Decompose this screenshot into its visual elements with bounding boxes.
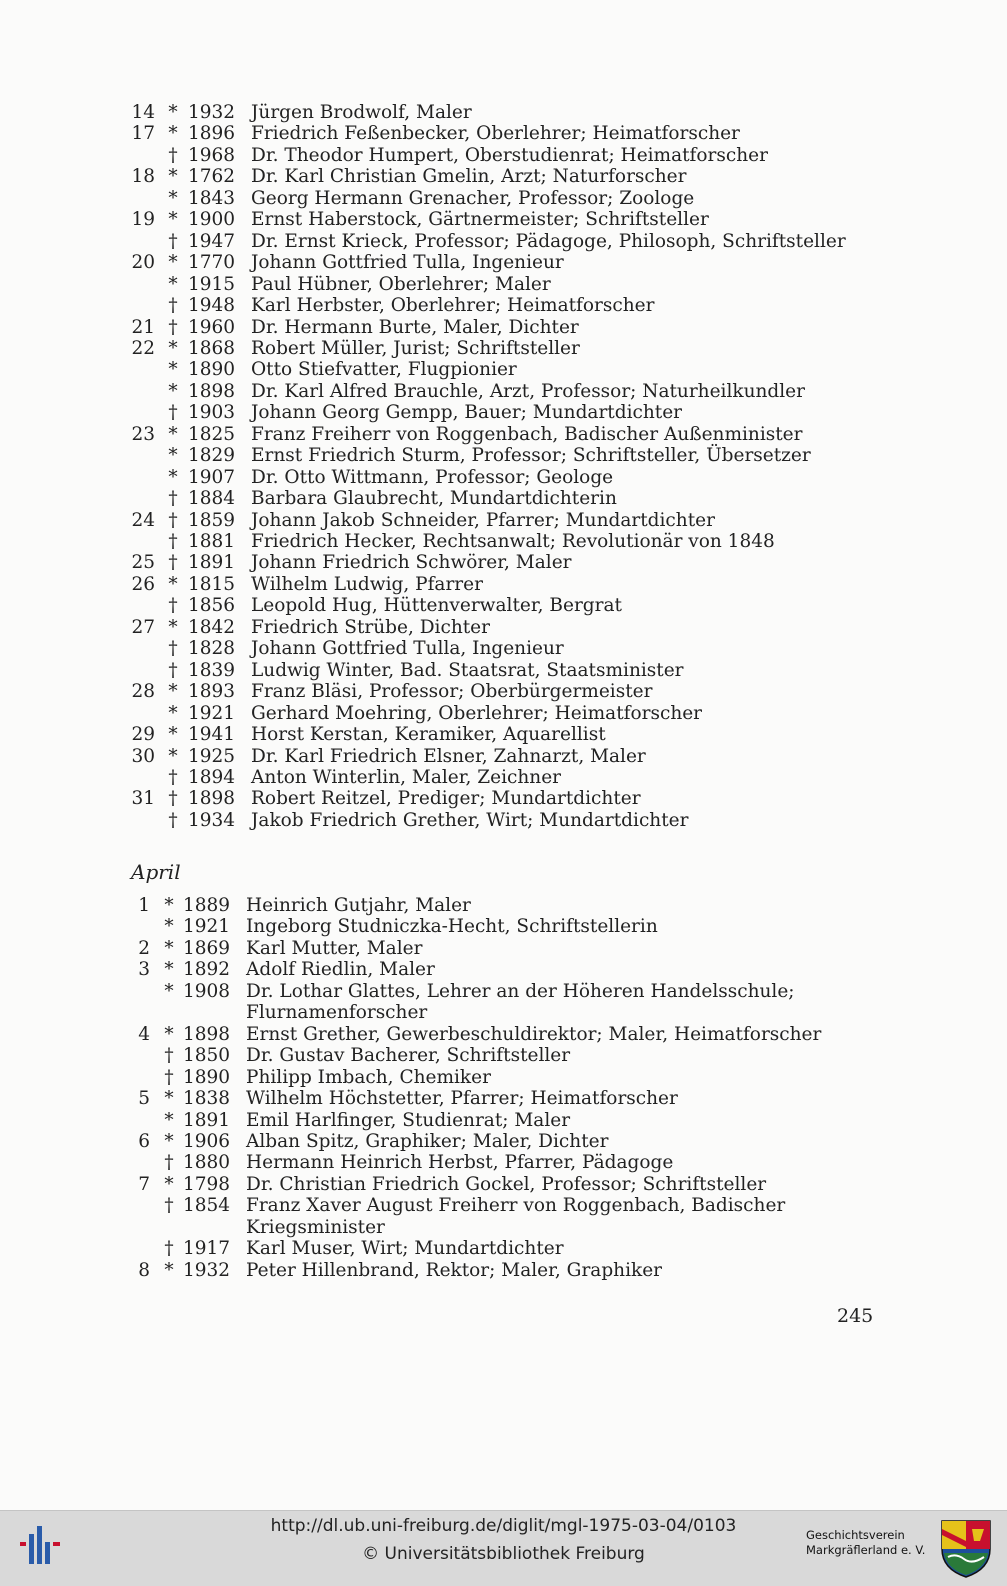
entry-day: 31 [131,788,155,810]
entry-text: Johann Gottfried Tulla, Ingenieur [251,638,564,660]
entry-symbol: † [164,1066,174,1088]
entry-text: Georg Hermann Grenacher, Professor; Zoologe [251,187,695,209]
entry-year: 1947 [188,230,236,252]
entry-day: 8 [138,1259,150,1281]
entry-row [0,338,1007,360]
entry-row [0,1152,1007,1174]
entry-text: Jakob Friedrich Grether, Wirt; Mundartdichter [251,809,689,831]
entry-symbol: † [164,1195,174,1217]
entry-symbol: † [164,1045,174,1067]
entry-year: 1903 [188,402,236,424]
entry-symbol: * [164,1023,174,1045]
entry-day: 24 [131,509,155,531]
entry-year: 1869 [183,937,231,959]
entry-symbol: † [168,595,178,617]
entry-day: 17 [131,123,155,145]
entry-day: 14 [131,102,155,123]
entry-symbol: * [168,445,178,467]
entry-year: 1896 [188,123,236,145]
entry-text: Dr. Karl Friedrich Elsner, Zahnarzt, Maler [251,745,646,767]
entry-day: 3 [138,959,150,981]
entry-text: Karl Mutter, Maler [246,937,423,959]
entry-text: Philipp Imbach, Chemiker [246,1066,491,1088]
entry-row [0,1067,1007,1089]
entry-text: Otto Stiefvatter, Flugpionier [251,359,517,381]
entry-row [0,123,1007,145]
entry-symbol: * [164,1109,174,1131]
entry-year: 1906 [183,1130,231,1152]
society-name-line2: Markgräflerland e. V. [806,1543,926,1557]
entry-symbol: † [168,230,178,252]
entry-text: Dr. Otto Wittmann, Professor; Geologe [251,466,614,488]
entry-text: Johann Gottfried Tulla, Ingenieur [251,252,564,274]
entry-row [0,209,1007,231]
entry-text: Dr. Gustav Bacherer, Schriftsteller [246,1045,571,1067]
entry-year: 1921 [188,702,236,724]
entry-symbol: † [168,144,178,166]
entry-row [0,1110,1007,1132]
entry-text: Gerhard Moehring, Oberlehrer; Heimatforscher [251,702,703,724]
entry-year: 1890 [188,359,236,381]
entry-text: Barbara Glaubrecht, Mundartdichterin [251,488,617,510]
entry-row [0,188,1007,210]
entry-text: Johann Jakob Schneider, Pfarrer; Mundartdichter [251,509,715,531]
entry-day: 30 [131,745,155,767]
entry-symbol: * [168,616,178,638]
entry-symbol: * [168,273,178,295]
entry-text: Emil Harlfinger, Studienrat; Maler [246,1109,571,1131]
entry-symbol: † [168,402,178,424]
entry-row [0,1024,1007,1046]
entry-text: Ernst Friedrich Sturm, Professor; Schriftsteller, Übersetzer [251,445,811,467]
entry-day: 29 [131,724,155,746]
entry-row [0,1002,1007,1024]
entry-row [0,359,1007,381]
society-crest-icon [940,1519,992,1579]
entry-year: 1941 [188,724,236,746]
entry-year: 1762 [188,166,236,188]
april-heading: April [131,860,181,884]
entry-symbol: † [168,638,178,660]
entry-day: 26 [131,573,155,595]
entry-row [0,145,1007,167]
entry-symbol: * [164,1088,174,1110]
entry-year: 1856 [188,595,236,617]
entry-row [0,252,1007,274]
entry-year: 1891 [188,552,236,574]
entry-row [0,660,1007,682]
entry-text: Kriegsminister [246,1216,385,1238]
entry-row [0,959,1007,981]
entry-symbol: * [168,745,178,767]
entry-text: Ernst Haberstock, Gärtnermeister; Schriftsteller [251,209,709,231]
entry-day: 20 [131,252,155,274]
entry-text: Dr. Karl Alfred Brauchle, Arzt, Professor; Naturheilkundler [251,380,805,402]
entry-row [0,746,1007,768]
entry-text: Johann Friedrich Schwörer, Maler [251,552,572,574]
entry-symbol: * [168,102,178,123]
entry-year: 1960 [188,316,236,338]
entry-text: Wilhelm Höchstetter, Pfarrer; Heimatforscher [246,1088,678,1110]
entry-year: 1898 [188,380,236,402]
entry-text: Franz Freiherr von Roggenbach, Badischer Außenminister [251,423,803,445]
entry-day: 1 [138,895,150,916]
entry-text: Johann Georg Gempp, Bauer; Mundartdichter [251,402,682,424]
entry-year: 1907 [188,466,236,488]
entry-symbol: † [168,509,178,531]
entry-row [0,810,1007,832]
entry-year: 1932 [183,1259,231,1281]
entry-year: 1884 [188,488,236,510]
entry-year: 1868 [188,337,236,359]
entry-text: Robert Reitzel, Prediger; Mundartdichter [251,788,641,810]
entry-symbol: * [168,337,178,359]
entry-symbol: † [168,488,178,510]
entry-symbol: * [164,1259,174,1281]
entry-row [0,424,1007,446]
entry-symbol: † [168,531,178,552]
entry-row [0,703,1007,725]
entry-row [0,617,1007,639]
entry-row [0,938,1007,960]
entry-year: 1898 [188,788,236,810]
entry-year: 1968 [188,144,236,166]
entry-text: Dr. Lothar Glattes, Lehrer an der Höheren Handelsschule; [246,980,795,1002]
entry-row [0,445,1007,467]
entry-row [0,767,1007,789]
entry-symbol: * [168,187,178,209]
entry-symbol: * [168,252,178,274]
entry-symbol: * [168,166,178,188]
entry-row [0,981,1007,1003]
entry-year: 1798 [183,1173,231,1195]
entry-text: Dr. Ernst Krieck, Professor; Pädagoge, Philosoph, Schriftsteller [251,230,846,252]
entry-symbol: * [168,466,178,488]
entry-year: 1934 [188,809,236,831]
entry-year: 1892 [183,959,231,981]
entry-symbol: * [168,724,178,746]
entry-year: 1880 [183,1152,231,1174]
entry-text: Friedrich Feßenbecker, Oberlehrer; Heimatforscher [251,123,740,145]
entry-text: Peter Hillenbrand, Rektor; Maler, Graphiker [246,1259,663,1281]
entry-year: 1898 [183,1023,231,1045]
entry-text: Horst Kerstan, Keramiker, Aquarellist [251,724,606,746]
entry-text: Dr. Christian Friedrich Gockel, Professor; Schriftsteller [246,1173,767,1195]
entry-text: Robert Müller, Jurist; Schriftsteller [251,337,580,359]
entry-symbol: * [164,980,174,1002]
society-name-line1: Geschichtsverein [806,1528,905,1542]
entry-row [0,1131,1007,1153]
entry-year: 1890 [183,1066,231,1088]
entry-symbol: * [168,359,178,381]
entry-row [0,788,1007,810]
entry-text: Paul Hübner, Oberlehrer; Maler [251,273,551,295]
entry-row [0,166,1007,188]
entry-row [0,916,1007,938]
entry-row [0,552,1007,574]
entry-day: 4 [138,1023,150,1045]
entry-day: 5 [138,1088,150,1110]
entry-year: 1842 [188,616,236,638]
entry-text: Dr. Theodor Humpert, Oberstudienrat; Heimatforscher [251,144,768,166]
entry-row [0,488,1007,510]
entry-day: 25 [131,552,155,574]
entry-day: 23 [131,423,155,445]
entry-text: Alban Spitz, Graphiker; Maler, Dichter [246,1130,609,1152]
entry-symbol: † [168,316,178,338]
entry-symbol: * [168,702,178,724]
entry-day: 22 [131,337,155,359]
entry-row [0,381,1007,403]
page-number: 245 [837,1305,874,1327]
entry-row [0,102,1007,124]
entry-year: 1891 [183,1109,231,1131]
entry-text: Anton Winterlin, Maler, Zeichner [251,766,562,788]
entry-row [0,638,1007,660]
entry-year: 1917 [183,1238,231,1260]
entry-row [0,467,1007,489]
entry-text: Hermann Heinrich Herbst, Pfarrer, Pädagoge [246,1152,674,1174]
entry-row [0,595,1007,617]
entry-year: 1948 [188,295,236,317]
entry-text: Ernst Grether, Gewerbeschuldirektor; Maler, Heimatforscher [246,1023,822,1045]
document-url-link[interactable]: http://dl.ub.uni-freiburg.de/diglit/mgl-1975-03-04/0103 [270,1516,737,1536]
entry-row [0,724,1007,746]
entry-row [0,1174,1007,1196]
entry-year: 1770 [188,252,236,274]
entry-year: 1881 [188,531,236,552]
entry-year: 1925 [188,745,236,767]
entry-day: 27 [131,616,155,638]
entry-year: 1829 [188,445,236,467]
entry-text: Karl Muser, Wirt; Mundartdichter [246,1238,564,1260]
copyright-text: © Universitätsbibliothek Freiburg [362,1544,645,1564]
entry-year: 1838 [183,1088,231,1110]
entry-row [0,402,1007,424]
entry-year: 1825 [188,423,236,445]
entry-symbol: * [168,209,178,231]
entry-text: Adolf Riedlin, Maler [246,959,435,981]
entry-text: Flurnamenforscher [246,1002,428,1024]
entry-year: 1921 [183,916,231,938]
entry-symbol: * [164,895,174,916]
entry-text: Dr. Karl Christian Gmelin, Arzt; Naturforscher [251,166,687,188]
entry-symbol: † [168,659,178,681]
entry-symbol: * [168,380,178,402]
entry-symbol: † [164,1152,174,1174]
entry-symbol: * [164,1130,174,1152]
entry-text: Leopold Hug, Hüttenverwalter, Bergrat [251,595,622,617]
entry-day: 19 [131,209,155,231]
entry-row [0,1045,1007,1067]
entry-text: Jürgen Brodwolf, Maler [251,102,472,123]
entry-row [0,317,1007,339]
entry-row [0,1217,1007,1239]
entry-symbol: † [168,552,178,574]
entry-text: Ingeborg Studniczka-Hecht, Schriftstellerin [246,916,658,938]
entry-year: 1828 [188,638,236,660]
entry-year: 1894 [188,766,236,788]
entry-year: 1889 [183,895,231,916]
entry-symbol: * [164,937,174,959]
entry-year: 1850 [183,1045,231,1067]
entry-text: Dr. Hermann Burte, Maler, Dichter [251,316,579,338]
entry-day: 21 [131,316,155,338]
entry-year: 1893 [188,681,236,703]
entry-row [0,574,1007,596]
entry-symbol: † [168,295,178,317]
entry-row [0,1238,1007,1260]
entry-symbol: † [168,766,178,788]
entry-text: Friedrich Hecker, Rechtsanwalt; Revolutionär von 1848 [251,531,775,552]
entry-text: Karl Herbster, Oberlehrer; Heimatforscher [251,295,655,317]
entry-year: 1915 [188,273,236,295]
entry-year: 1815 [188,573,236,595]
entry-row [0,1260,1007,1282]
entry-text: Franz Bläsi, Professor; Oberbürgermeister [251,681,653,703]
entry-year: 1932 [188,102,236,123]
entry-symbol: * [168,681,178,703]
entry-symbol: * [164,916,174,938]
entry-day: 2 [138,937,150,959]
entry-year: 1843 [188,187,236,209]
entry-symbol: * [168,573,178,595]
entry-year: 1854 [183,1195,231,1217]
entry-symbol: * [168,423,178,445]
entry-row [0,1195,1007,1217]
entry-symbol: * [164,1173,174,1195]
entry-year: 1859 [188,509,236,531]
entry-text: Ludwig Winter, Bad. Staatsrat, Staatsminister [251,659,684,681]
entry-row [0,510,1007,532]
entry-row [0,231,1007,253]
society-name [806,1528,936,1558]
entry-text: Friedrich Strübe, Dichter [251,616,490,638]
entry-symbol: * [168,123,178,145]
entry-row [0,681,1007,703]
entry-symbol: † [164,1238,174,1260]
entry-row [0,531,1007,553]
entry-year: 1839 [188,659,236,681]
entry-day: 18 [131,166,155,188]
entry-day: 7 [138,1173,150,1195]
entry-row [0,295,1007,317]
entry-text: Wilhelm Ludwig, Pfarrer [251,573,483,595]
entry-symbol: † [168,809,178,831]
entry-row [0,1088,1007,1110]
entry-year: 1908 [183,980,231,1002]
entry-symbol: * [164,959,174,981]
entry-text: Heinrich Gutjahr, Maler [246,895,471,916]
entry-day: 28 [131,681,155,703]
entry-row [0,895,1007,917]
entry-day: 6 [138,1130,150,1152]
entry-symbol: † [168,788,178,810]
entry-year: 1900 [188,209,236,231]
entry-text: Franz Xaver August Freiherr von Roggenbach, Badischer [246,1195,786,1217]
entry-row [0,274,1007,296]
